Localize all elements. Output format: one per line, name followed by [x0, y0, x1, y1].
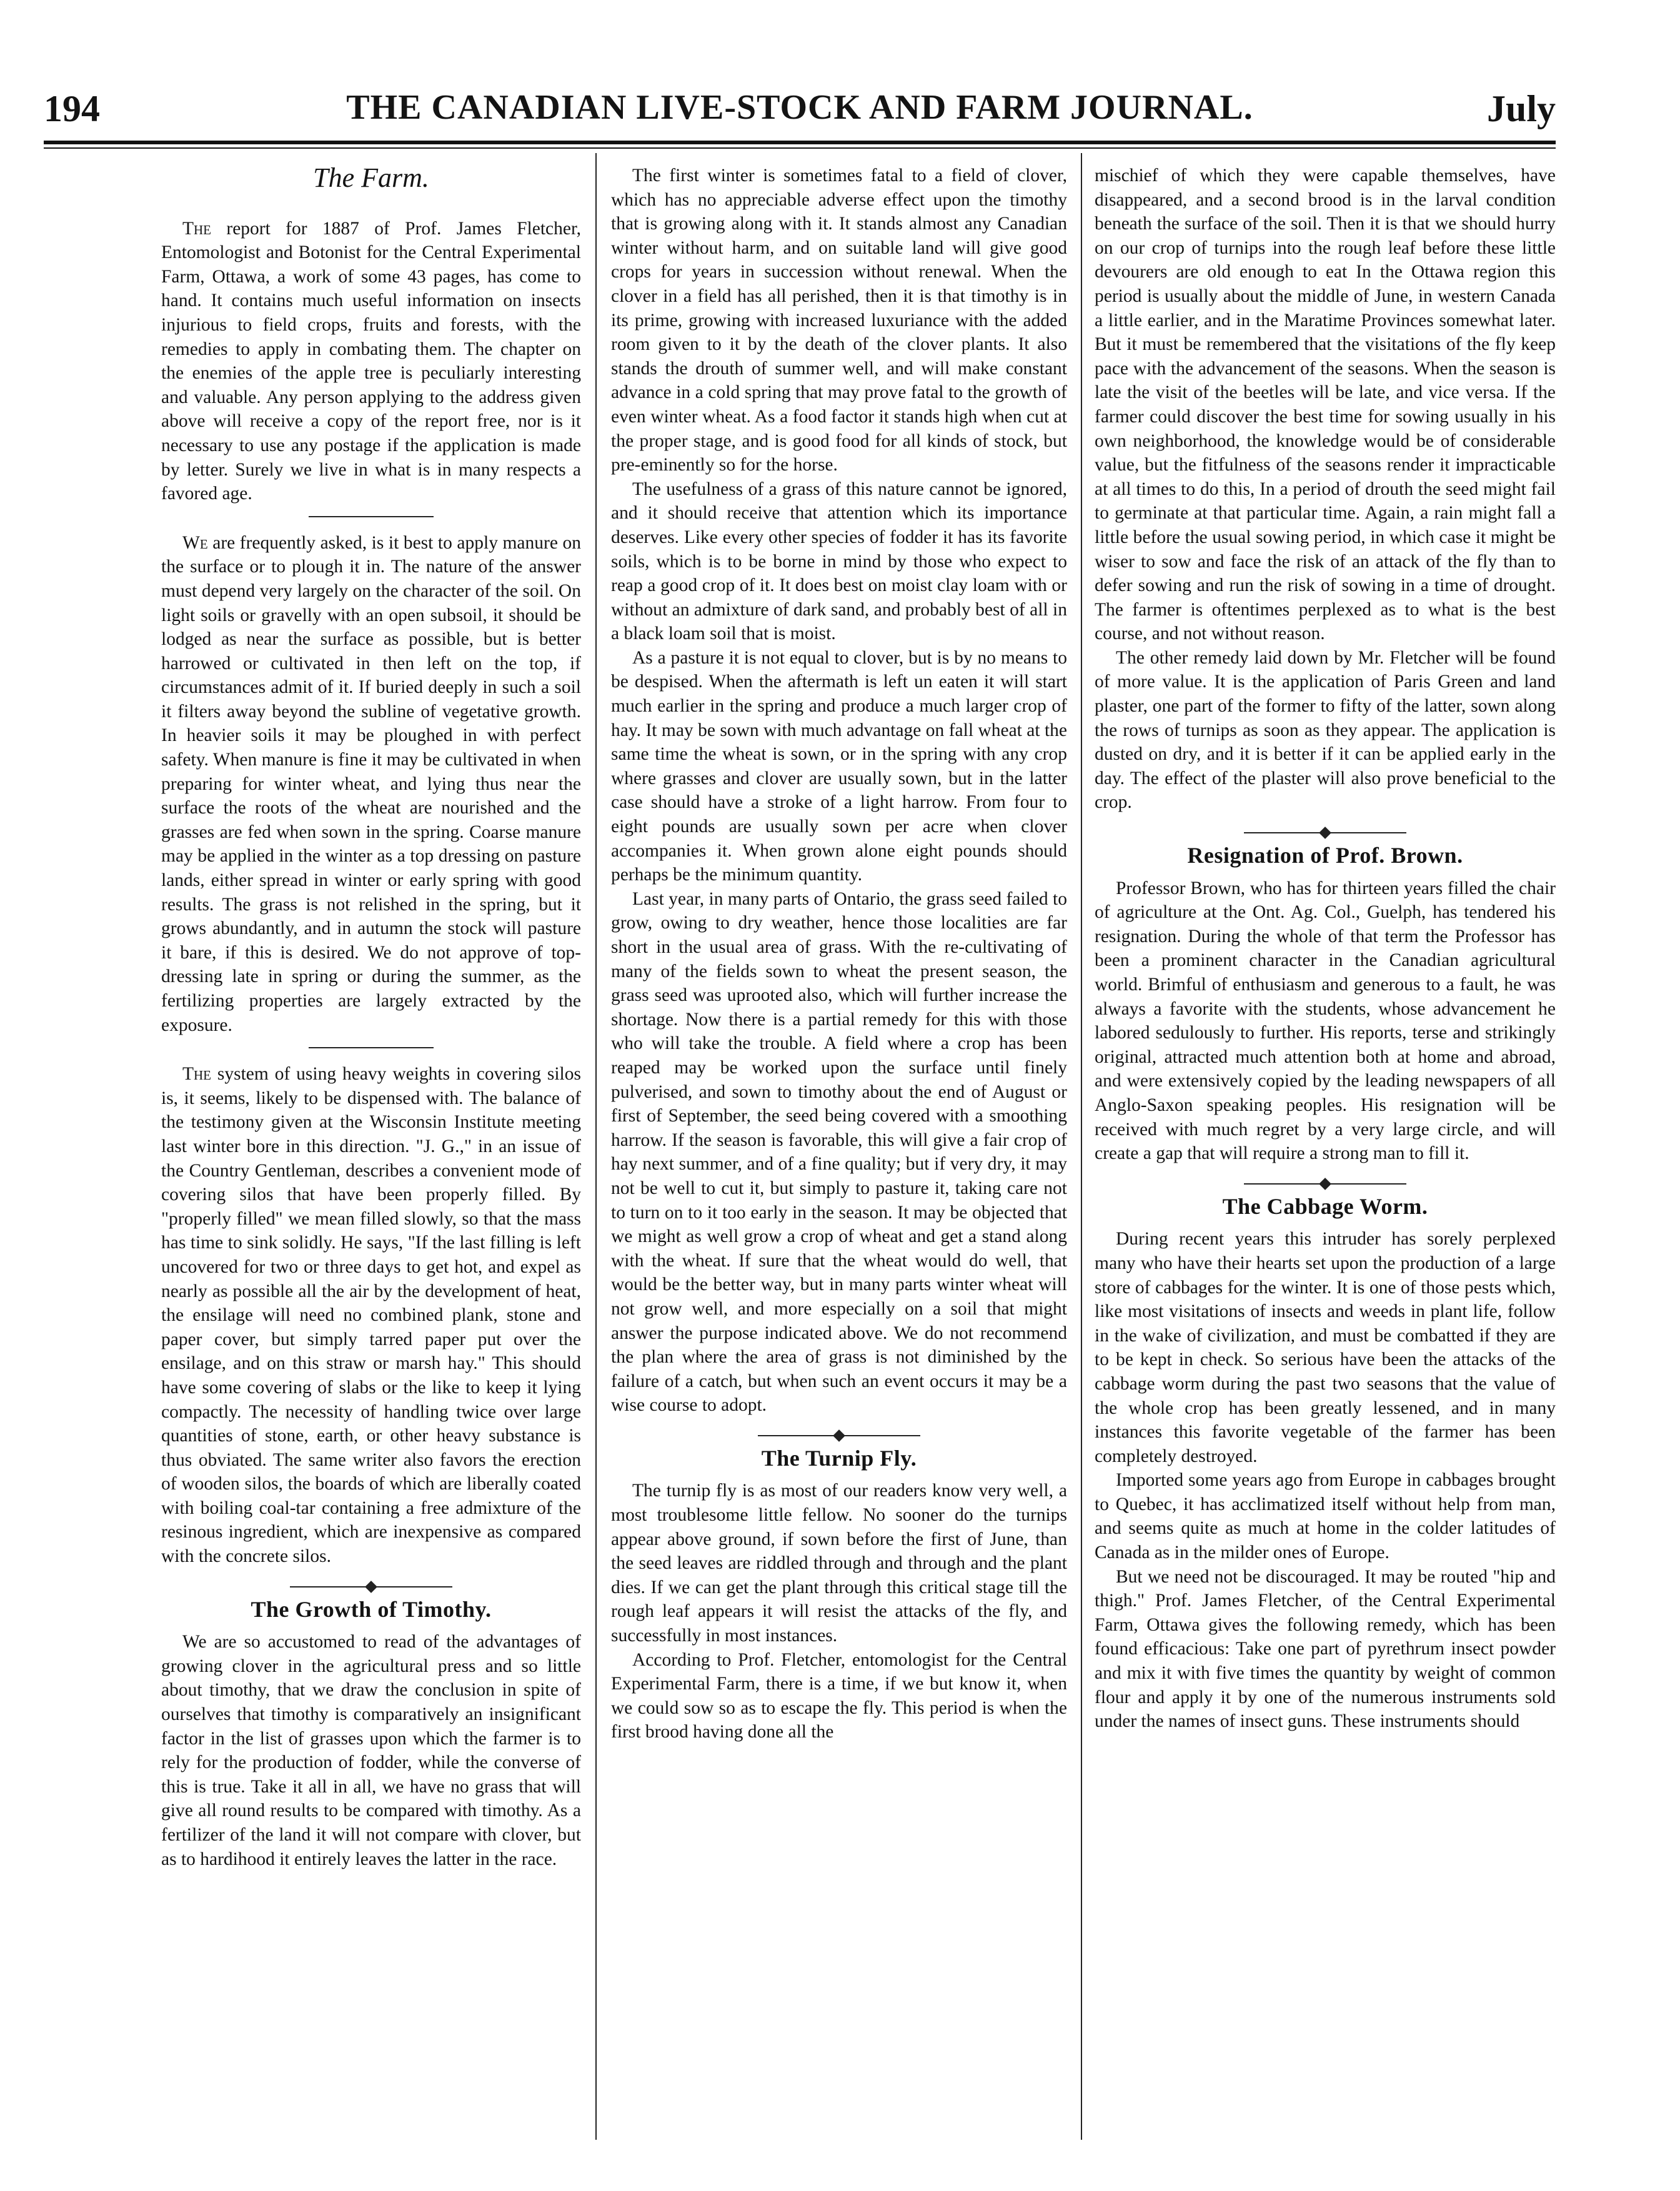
journal-title: THE CANADIAN LIVE-STOCK AND FARM JOURNAL. — [346, 88, 1253, 127]
paragraph: We are so accustomed to read of the advantages of growing clover in the agricultural press and so little about timothy, that we draw the conclusion in spite of ourselves that timothy is comparatively an insignificant factor in the list of grasses upon which the farmer is to rely for the production of fodder, while the converse of this is true. Take it all in all, we have no grass that will give all round results to be compared with timothy. As a fertilizer of the land it will not compare with clover, but as to hardihood it entirely leaves the latter in the race. — [161, 1632, 581, 1869]
paragraph: Imported some years ago from Europe in cabbages brought to Quebec, it has acclimatized itself without help from man, and seems quite as much at home in the colder latitudes of Canada as in the milder ones of Europe. — [1095, 1470, 1556, 1563]
header-rule-thin — [44, 147, 1556, 149]
section-ornament — [758, 1431, 920, 1440]
lead-word: The — [182, 218, 212, 239]
section-ornament — [1244, 828, 1406, 837]
section-rule — [309, 516, 434, 517]
page-number: 194 — [44, 88, 100, 129]
column-1 — [161, 164, 581, 2138]
section-ornament — [1244, 1180, 1406, 1188]
diamond-icon — [833, 1429, 845, 1442]
column-3 — [1095, 164, 1556, 2138]
paragraph: According to Prof. Fletcher, entomologist for the Central Experimental Farm, there is a time, if we but know it, when we could sow so as to escape the fly. This period is when the first brood having done all the — [611, 1649, 1067, 1742]
page-header — [44, 87, 1556, 156]
paragraph — [161, 1062, 581, 1568]
section-rule — [309, 1047, 434, 1048]
paragraph: The first winter is sometimes fatal to a field of clover, which has no appreciable adverse effect upon the timothy that is growing along with it. It stands almost any Canadian winter without harm, and on suitable land will give good crops for years in succession without renewal. When the clover in a field has all perished, then it is that timothy is in its prime, growing with increased luxuriance with the added room given to it by the death of the clover plants. It also stands the drouth of summer well, and will make constant advance in a cold spring that may prove fatal to the growth of even winter wheat. As a food factor it stands high when cut at the proper stage, and is good food for all kinds of stock, but pre-eminently so for the horse. — [611, 166, 1067, 475]
paragraph — [161, 217, 581, 506]
paragraph: The turnip fly is as most of our readers know very well, a most troublesome little fellow. No sooner do the turnips appear above ground, if sown before the first of June, than the seed leaves are riddled through and through and the plant dies. If we can get the plant through this critical stage till the rough leaf appears it will resist the attacks of the fly, and successfully in most instances. — [611, 1481, 1067, 1646]
paragraph-text: are frequently asked, is it best to apply manure on the surface or to plough it in. The nature of the answer must depend very largely on the character of the soil. On light soils or gravelly with an open subsoil, it should be lodged as near the surface as possible, but is better harrowed or cultivated in then left on the top, if circumstances admit of it. If buried deeply in such a soil it filters away beyond the subline of vegetative growth. In heavier soils it may be ploughed in with perfect safety. When manure is fine it may be cultivated in when preparing for winter wheat, and lying thus near the surface the roots of the wheat are nourished and the grasses are fed when sown in the spring. Coarse manure may be applied in the winter as a top dressing on pasture lands, either spread in winter or early spring with good results. The grass is not relished in the spring, but it grows abundantly, and in autumn the stock will pasture it bare, if this is desired. We do not approve of top-dressing late in spring or during the summer, as the fertilizing properties are largely extracted by the exposure. — [161, 532, 581, 1035]
article-heading: The Cabbage Worm. — [1222, 1193, 1428, 1219]
column-2 — [611, 164, 1067, 2138]
paragraph: The other remedy laid down by Mr. Fletcher will be found of more value. It is the application of Paris Green and land plaster, one part of the former to fifty of the latter, sown along the rows of turnips as soon as they appear. The application is dusted on dry, and it is better if it can be applied early in the day. The effect of the plaster will also prove beneficial to the crop. — [1095, 647, 1556, 813]
header-rule — [44, 141, 1556, 144]
paragraph: But we need not be discouraged. It may be routed "hip and thigh." Prof. James Fletcher, of the Central Experimental Farm, Ottawa gives the following remedy, which has been found efficacious: Take one part of pyrethrum insect powder and mix it with five times the quantity by weight of common flour and apply it by one of the numerous instruments sold under the names of insect guns. These instruments should — [1095, 1566, 1556, 1732]
article-heading: Resignation of Prof. Brown. — [1187, 843, 1463, 868]
paragraph: Last year, in many parts of Ontario, the grass seed failed to grow, owing to dry weather, hence those localities are far short in the usual area of grass. With the re-cultivating of many of the fields sown to wheat the present season, the grass seed was uprooted also, which will further increase the shortage. Now there is a partial remedy for this with those who will take the trouble. A field where a crop has been reaped may be worked upon the surface until finely pulverised, and sown to timothy about the end of August or first of September, the seed being covered with a smoothing harrow. If the season is favorable, this will give a fair crop of hay next summer, and of a fine quality; but if very dry, it may not be well to cut it, but simply to pasture it, taking care not to turn on to it too early in the season. It may be objected that we might as well grow a crop of wheat and get a stand along with the wheat. If sure that the wheat would do well, that would be the better way, but in many parts winter wheat will not grow well, and more especially on a soil that might answer the purpose indicated above. We do not recommend the plan where the area of grass is not diminished by the failure of a catch, but when such an event occurs it may be a wise course to adopt. — [611, 888, 1067, 1416]
paragraph: Professor Brown, who has for thirteen years filled the chair of agriculture at the Ont. Ag. Col., Guelph, has tendered his resignation. During the whole of that term the Professor has been a prominent character in the Canadian agricultural world. Brimful of enthusiasm and generous to a fault, he was always a favorite with the students, whose advancement he labored sedulously to further. His reports, terse and strikingly original, attracted much attention both at home and abroad, and were extensively copied by the leading newspapers of all Anglo-Saxon speaking peoples. His resignation will be received with much regret by a very large circle, and will create a gap that will require a strong man to fill it. — [1095, 878, 1556, 1164]
department-heading: The Farm. — [313, 164, 429, 193]
column-divider — [1081, 153, 1082, 2140]
diamond-icon — [1319, 827, 1331, 839]
paragraph — [161, 531, 581, 1037]
section-ornament — [290, 1582, 452, 1591]
lead-word: We — [182, 532, 208, 553]
issue-month: July — [1486, 88, 1556, 129]
paragraph-text: report for 1887 of Prof. James Fletcher, Entomologist and Botonist for the Central Experimental Farm, Ottawa, a work of some 43 pages, has come to hand. It contains much useful information on insects injurious to field crops, fruits and forests, with the remedies to apply in combating them. The chapter on the enemies of the apple tree is peculiarly interesting and valuable. Any person applying to the address given above will receive a copy of the report free, nor is it necessary to use any postage if the application is made by letter. Surely we live in what is in many respects a favored age. — [161, 218, 581, 504]
lead-word: The — [182, 1064, 212, 1085]
paragraph: As a pasture it is not equal to clover, but is by no means to be despised. When the aftermath is left un eaten it will start much earlier in the spring and produce a much larger crop of hay. It may be sown with much advantage on fall wheat at the same time the wheat is sown, or in the spring with any crop where grasses and clover are usually sown, but in the latter case should have a stroke of a light harrow. From four to eight pounds are usually sown per acre when clover accompanies it. When grown alone eight pounds should perhaps be the minimum quantity. — [611, 647, 1067, 885]
diamond-icon — [1319, 1178, 1331, 1190]
diamond-icon — [365, 1581, 377, 1593]
paragraph: During recent years this intruder has sorely perplexed many who have their hearts set upon the production of a large store of cabbages for the winter. It is one of those pests which, like most visitations of insects and weeds in plant life, follow in the wake of civilization, and must be combatted if they are to be kept in check. So serious have been the attacks of the cabbage worm during the past two seasons that the value of the whole crop has been greatly lessened, and in many instances this favorite vegetable of the farmer has been completely destroyed. — [1095, 1229, 1556, 1466]
article-heading: The Turnip Fly. — [761, 1445, 917, 1471]
article-heading: The Growth of Timothy. — [251, 1596, 492, 1622]
paragraph-text: system of using heavy weights in covering silos is, it seems, likely to be dispensed with. The balance of the testimony given at the Wisconsin Institute meeting last winter bore in this direction. "J. G.," in an issue of the Country Gentleman, describes a convenient mode of covering silos that have been properly filled. By "properly filled" we mean filled slowly, so that the mass has time to sink solidly. He says, "If the last filling is left uncovered for two or three days to get hot, and expel as nearly as possible all the air by the development of heat, the ensilage will need no combined plank, stone and paper cover, but simply tarred paper put over the ensilage, and on this straw or marsh hay." This should have some covering of slabs or the like to keep it lying compactly. The necessity of handling twice over large quantities of stone, earth, or other heavy substance is thus obviated. The same writer also favors the erection of wooden silos, the boards of which are liberally coated with boiling coal-tar containing a free admixture of the resinous ingredient, which are inexpensive as compared with the concrete silos. — [161, 1064, 581, 1567]
paragraph: mischief of which they were capable themselves, have disappeared, and a second brood is in the larval condition beneath the surface of the soil. Then it is that we should hurry on our crop of turnips into the rough leaf before these little devourers are old enough to eat In the Ottawa region this period is usually about the middle of June, in western Canada a little earlier, and in the Maratime Provinces somewhat later. But it must be remembered that the visitations of the fly keep pace with the advancement of the seasons. When the season is late the visit of the beetles will be late, and vice versa. If the farmer could discover the best time for sowing usually in his own neighborhood, the knowledge would be of considerable value, but the fitfulness of the seasons render it impracticable at all times to do this, In a period of drouth the seed might fail to germinate at that particular time. Again, a rain might fall a little before the usual sowing period, in which case it might be wiser to sow and face the risk of an attack of the fly than to defer sowing and run the risk of sowing in a time of drought. The farmer is oftentimes perplexed as to what is the best course, and not without reason. — [1095, 166, 1556, 644]
column-divider — [595, 153, 597, 2140]
paragraph: The usefulness of a grass of this nature cannot be ignored, and it should receive that attention which its importance deserves. Like every other species of fodder it has its favorite soils, which is to be borne in mind by those who expect to reap a good crop of it. It does best on moist clay loam with or without an admixture of dark sand, and probably best of all in a black loam soil that is moist. — [611, 479, 1067, 644]
